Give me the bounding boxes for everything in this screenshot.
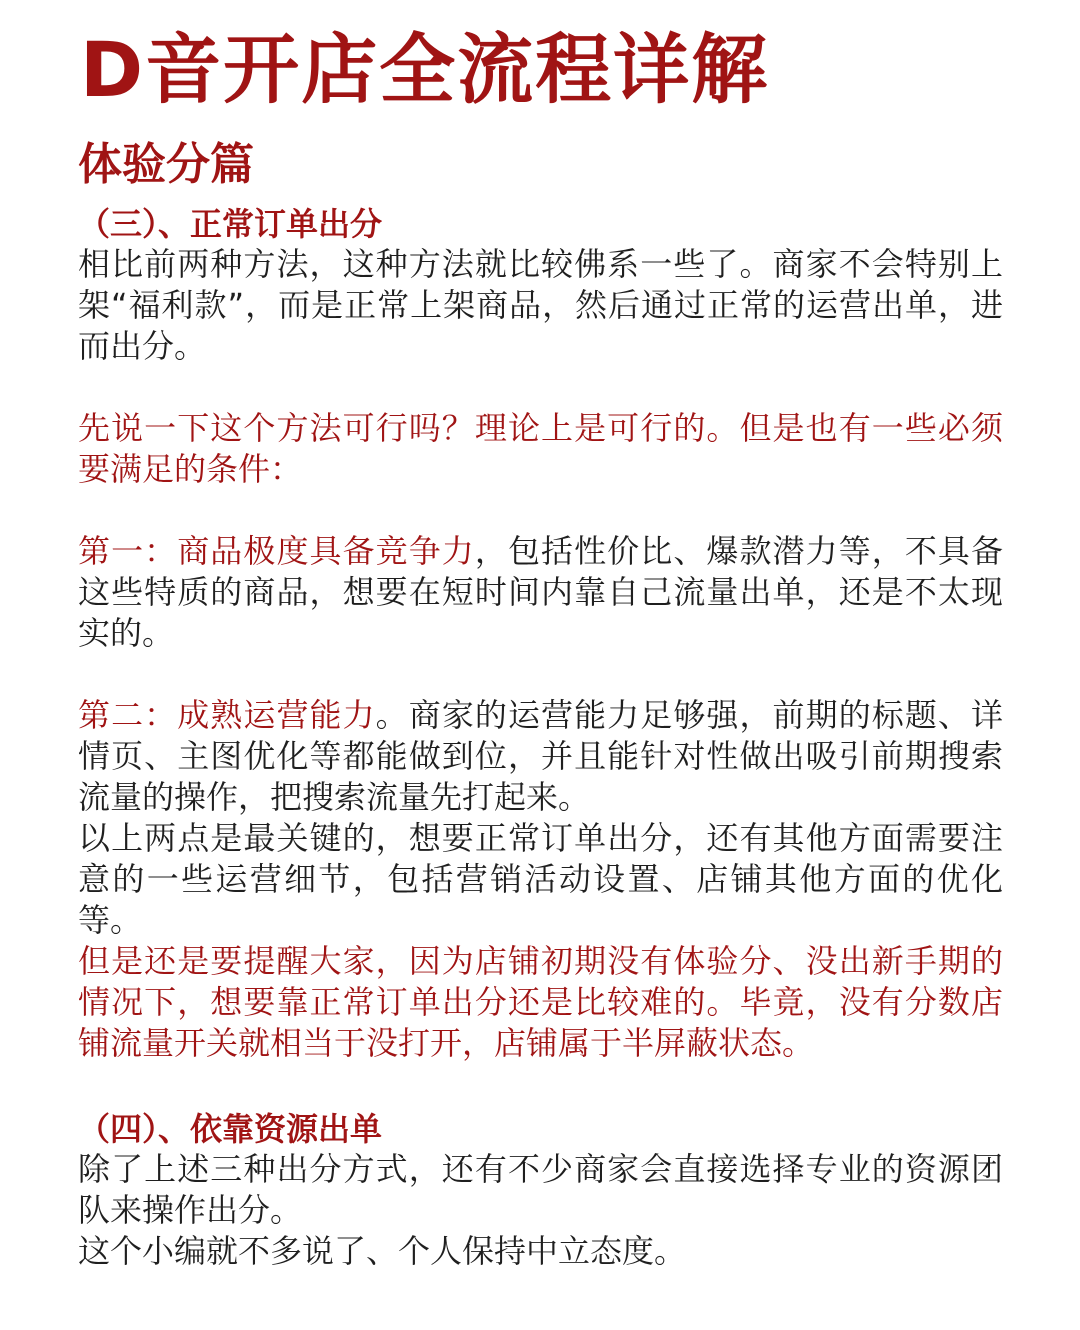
condition-2-text: 。商家的运营能力足够强，前期的标题、详情页、主图优化等都能做到位，并且能针对性做出吸引前期搜索流量的操作，把搜索流量先打起来。: [78, 696, 1003, 816]
section-4-intro: 除了上述三种出分方式，还有不少商家会直接选择专业的资源团队来操作出分。: [78, 1150, 1003, 1229]
section-3-feasibility: 先说一下这个方法可行吗？理论上是可行的。但是也有一些必须要满足的条件：: [78, 409, 1003, 488]
section-3-heading: （三）、正常订单出分: [78, 205, 383, 243]
section-3-warning: 但是还是要提醒大家，因为店铺初期没有体验分、没出新手期的情况下，想要靠正常订单出分还是比较难的。毕竟，没有分数店铺流量开关就相当于没打开，店铺属于半屏蔽状态。: [78, 942, 1003, 1062]
condition-2: [78, 695, 1003, 818]
section-4-note: 这个小编就不多说了、个人保持中立态度。: [78, 1232, 687, 1270]
section-4-heading: （四）、依靠资源出单: [78, 1110, 383, 1148]
condition-2-label: 第二：成熟运营能力: [78, 696, 376, 734]
page-subtitle: 体验分篇: [78, 139, 254, 190]
section-3-intro: 相比前两种方法，这种方法就比较佛系一些了。商家不会特别上架“福利款”，而是正常上架商品，然后通过正常的运营出单，进而出分。: [78, 245, 1003, 365]
condition-1-text: ，包括性价比、爆款潜力等，不具备这些特质的商品，想要在短时间内靠自己流量出单，还是不太现实的。: [78, 532, 1003, 652]
condition-1: [78, 531, 1003, 654]
page-title: D音开店全流程详解: [80, 25, 770, 114]
section-3-summary: 以上两点是最关键的，想要正常订单出分，还有其他方面需要注意的一些运营细节，包括营销活动设置、店铺其他方面的优化等。: [78, 819, 1003, 939]
condition-1-label: 第一：商品极度具备竞争力: [78, 532, 475, 570]
